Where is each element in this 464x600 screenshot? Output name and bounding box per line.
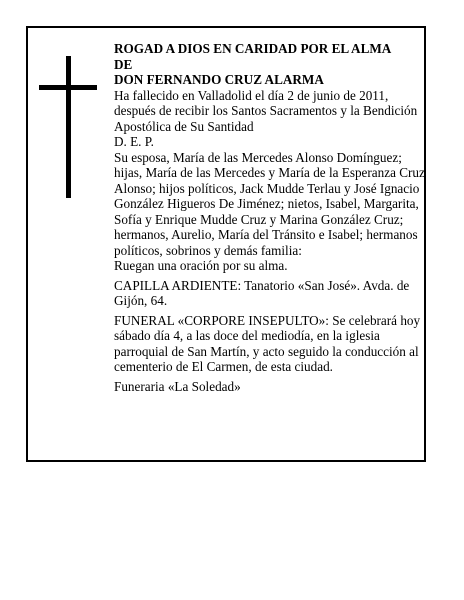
funeral-home: Funeraria «La Soledad» <box>114 378 241 394</box>
chapel-info: CAPILLA ARDIENTE: Tanatorio «San José». Avda. de Gijón, 64. <box>114 277 410 308</box>
obituary-text <box>114 41 426 394</box>
deceased-name: DON FERNANDO CRUZ ALARMA <box>114 72 324 87</box>
header-line-1: ROGAD A DIOS EN CARIDAD POR EL ALMA <box>114 41 392 56</box>
family-list: Su esposa, María de las Mercedes Alonso Domínguez; hijas, María de las Mercedes y María de la Esperanza Cruz Alonso; hijos políticos, Jack Mudde Terlau y José Ignacio González Higueros De Jiménez; nietos, Isabel, Margarita, Sofía y Enrique Mudde Cruz y Marina González Cruz; hermanos, Aurelio, María del Tránsito e Isabel; hermanos políticos, sobrinos y demás familia: <box>114 149 425 258</box>
cross-icon-bar <box>39 85 97 90</box>
cross-icon <box>66 56 71 198</box>
death-notice: Ha fallecido en Valladolid el día 2 de junio de 2011, después de recibir los Santos Sacramentos y la Bendición Apostólica de Su Santidad <box>114 87 418 134</box>
dep: D. E. P. <box>114 134 154 149</box>
header-line-2: DE <box>114 56 133 72</box>
obituary-notice <box>26 26 426 462</box>
funeral-info: FUNERAL «CORPORE INSEPULTO»: Se celebrará hoy sábado día 4, a las doce del mediodía, en la iglesia parroquial de San Martín, y acto seguido la conducción al cementerio de El Carmen, de esta ciudad. <box>114 312 421 374</box>
prayer-request: Ruegan una oración por su alma. <box>114 258 288 273</box>
